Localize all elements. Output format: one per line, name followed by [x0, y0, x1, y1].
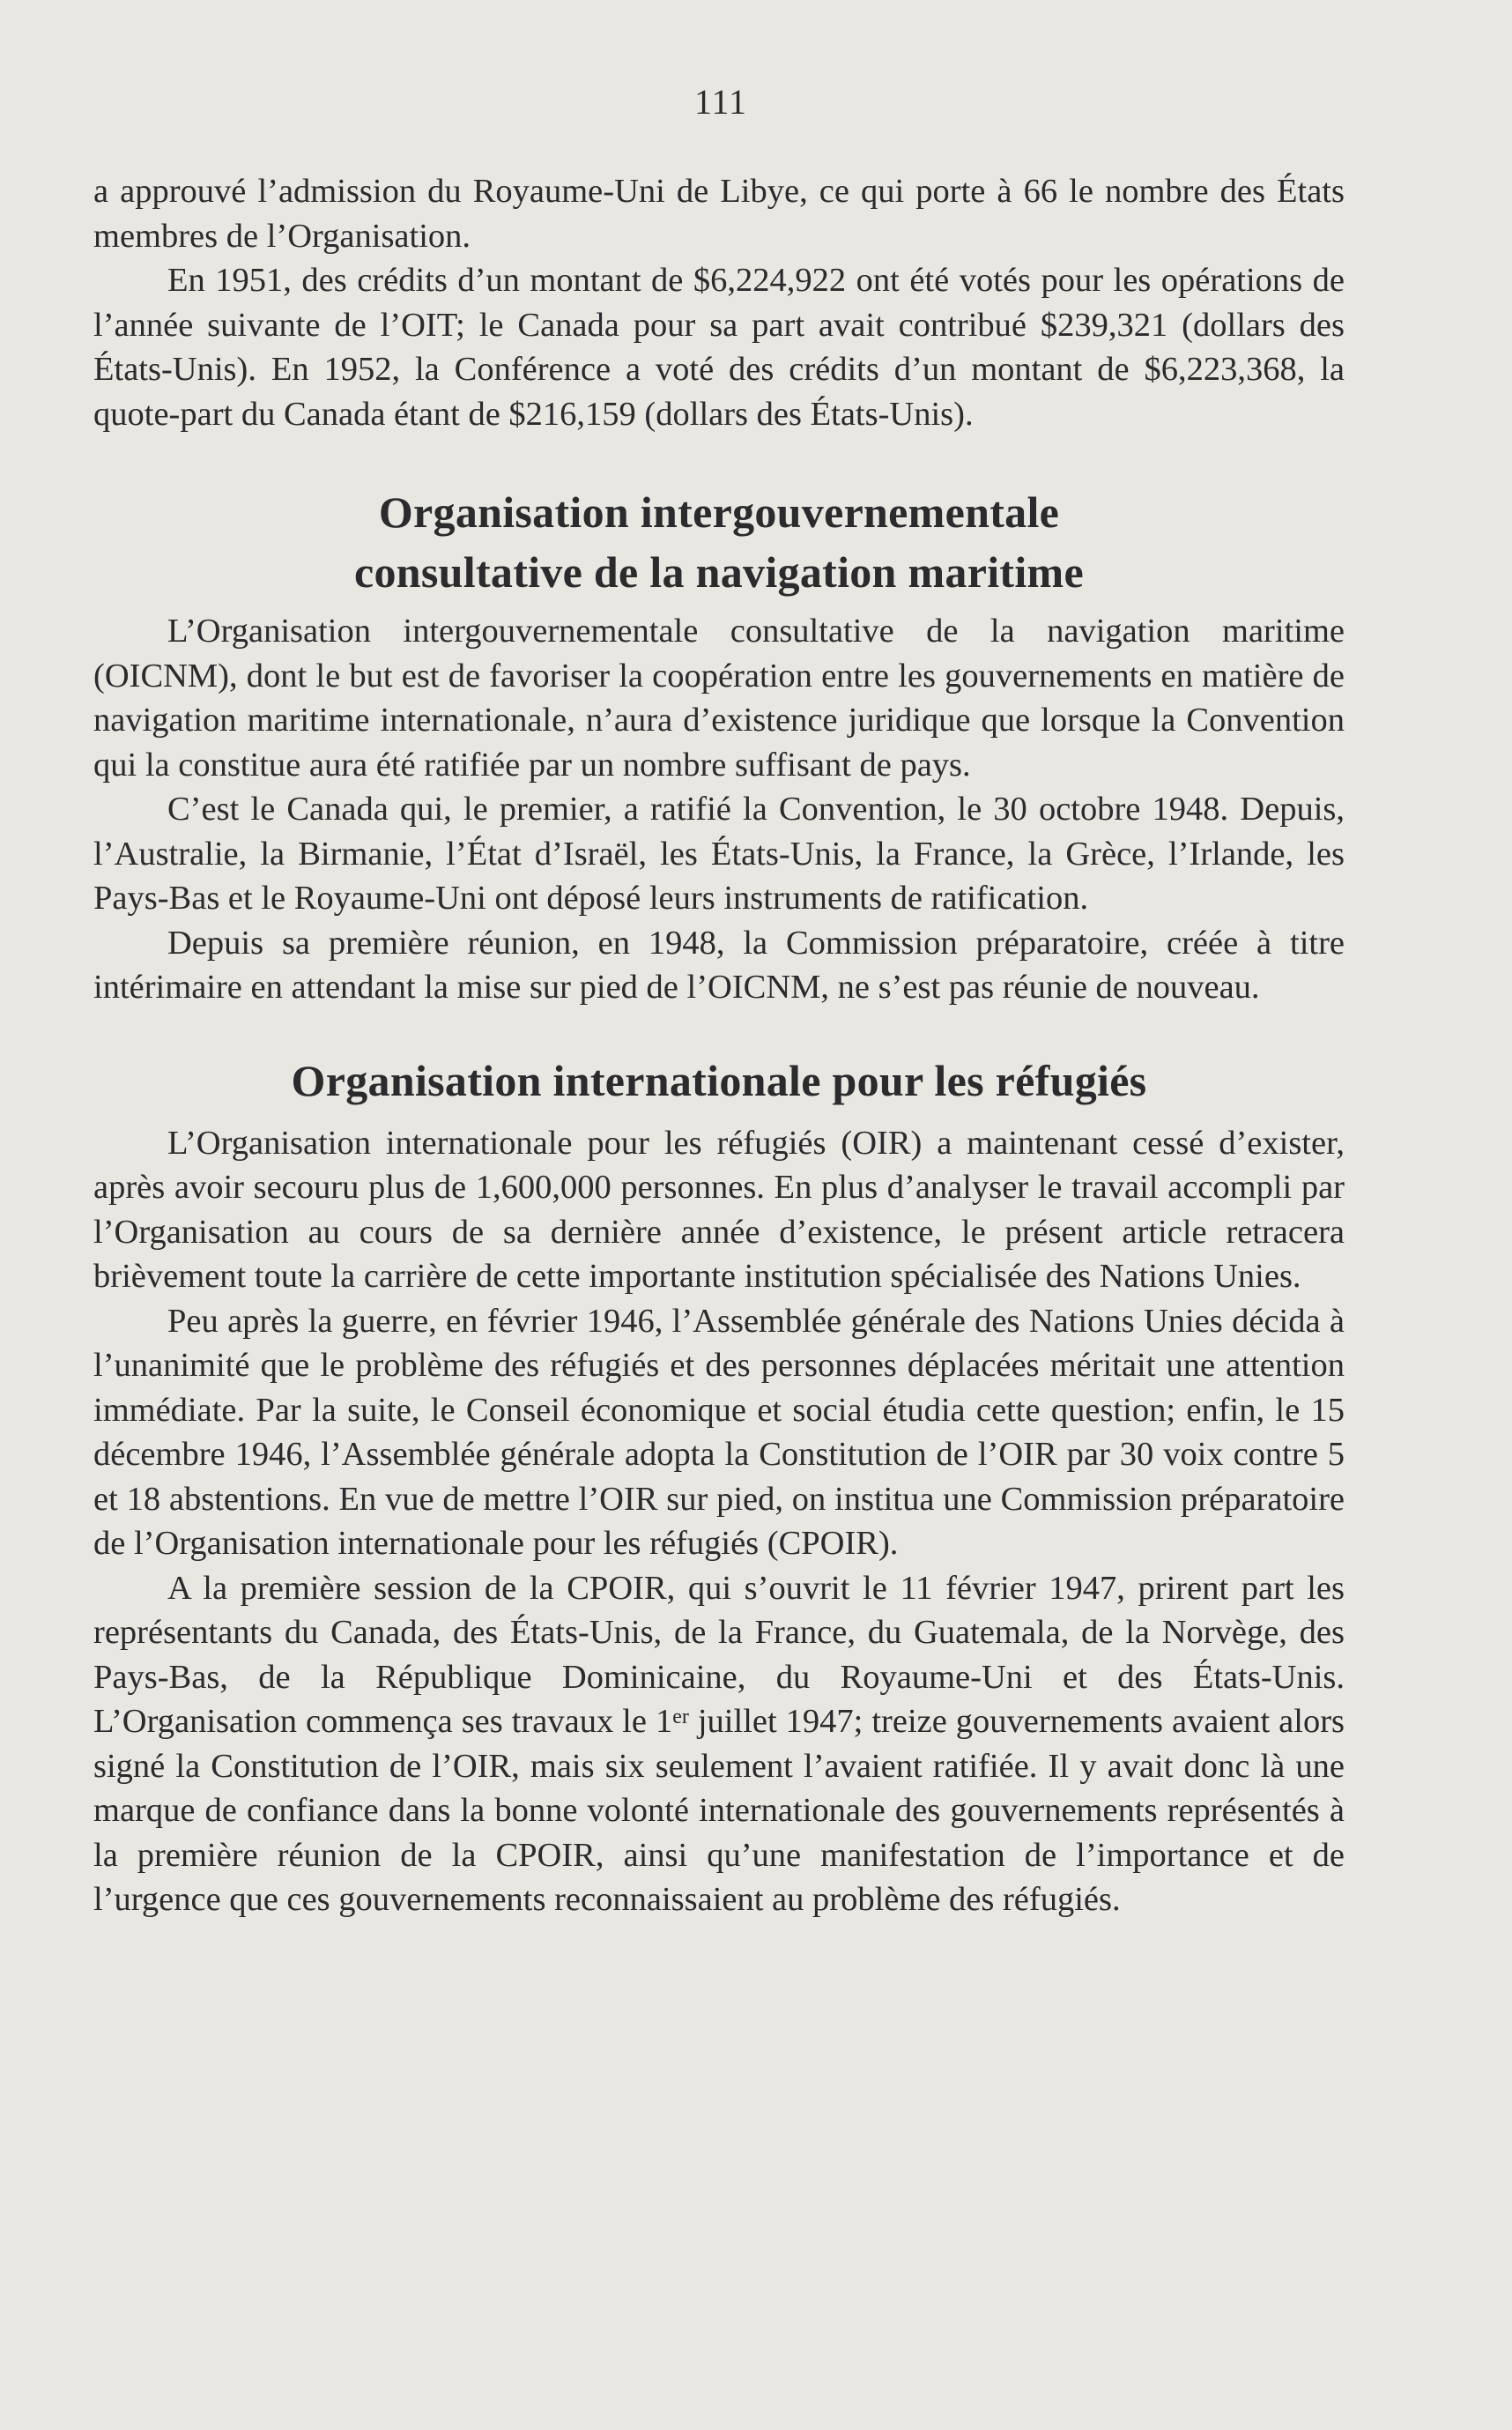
section-heading-iro: Organisation internationale pour les réfugiés — [291, 1055, 1147, 1105]
paragraph-imco-purpose: L’Organisation intergouvernementale consultative de la navigation maritime (OICNM), dont le but est de favoriser la coopération entre les gouvernements en matière de navigation maritime internationale, n’aura d’existence juridique que lorsque la Convention qui la constitue aura été ratifiée par un nombre suffisant de pays. — [93, 613, 1345, 784]
paragraph-iro-first-session-part-1: A la première session de la CPOIR, qui s’ouvrit le 11 février 1947, prirent part les représentants du Canada, des États-Unis, de la France, du Guatemala, de la Norvège, des Pays-Bas, de la République Dominicaine, du Royaume-Uni et des États-Unis. L’Organisation commença ses travaux le 1 — [93, 1569, 1345, 1740]
paragraph-iro-history: Peu après la guerre, en février 1946, l’Assemblée générale des Nations Unies décida à l’unanimité que le problème des réfugiés et des personnes déplacées méritait une attention immédiate. Par la suite, le Conseil économique et social étudia cette question; enfin, le 15 décembre 1946, l’Assemblée générale adopta la Constitution de l’OIR par 30 voix contre 5 et 18 abstentions. En vue de mettre l’OIR sur pied, on institua une Commission préparatoire de l’Organisation internationale pour les réfugiés (CPOIR). — [93, 1302, 1345, 1562]
section-heading-imco-line-2: consultative de la navigation maritime — [353, 547, 1084, 597]
page-body — [93, 169, 1345, 1922]
page-number: 111 — [693, 82, 748, 122]
paragraph-iro-first-session — [93, 1566, 1345, 1922]
paragraph-iro-first-session-part-2: juillet 1947; treize gouvernements avaient alors signé la Constitution de l’OIR, mais six seulement l’avaient ratifiée. Il y avait donc là une marque de confiance dans la bonne volonté internationale des gouvernements représentés à la première réunion de la CPOIR, ainsi qu’une manifestation de l’importance et de l’urgence que ces gouvernements reconnaissaient au problème des réfugiés. — [93, 1703, 1345, 1918]
section-heading-imco — [93, 482, 1345, 602]
paragraph-ilo-credits: En 1951, des crédits d’un montant de $6,224,922 ont été votés pour les opérations de l’année suivante de l’OIT; le Canada pour sa part avait contribué $239,321 (dollars des États-Unis). En 1952, la Conférence a voté des crédits d’un montant de $6,223,368, la quote-part du Canada étant de $216,159 (dollars des États-Unis). — [93, 262, 1345, 433]
paragraph-imco-ratification: C’est le Canada qui, le premier, a ratifié la Convention, le 30 octobre 1948. Depuis, l’Australie, la Birmanie, l’État d’Israël, les États-Unis, la France, la Grèce, l’Irlande, les Pays-Bas et le Royaume-Uni ont déposé leurs instruments de ratification. — [93, 791, 1345, 917]
ordinal-suffix: er — [672, 1705, 689, 1728]
paragraph-continued: a approuvé l’admission du Royaume-Uni de Libye, ce qui porte à 66 le nombre des États membres de l’Organisation. — [93, 173, 1345, 255]
paragraph-iro-ceased: L’Organisation internationale pour les réfugiés (OIR) a maintenant cessé d’exister, après avoir secouru plus de 1,600,000 personnes. En plus d’analyser le travail accompli par l’Organisation au cours de sa dernière année d’existence, le présent article retracera brièvement toute la carrière de cette importante institution spécialisée des Nations Unies. — [93, 1124, 1345, 1295]
section-heading-imco-line-1: Organisation intergouvernementale — [378, 487, 1060, 537]
paragraph-imco-commission: Depuis sa première réunion, en 1948, la Commission préparatoire, créée à titre intérimaire en attendant la mise sur pied de l’OICNM, ne s’est pas réunie de nouveau. — [93, 924, 1345, 1006]
